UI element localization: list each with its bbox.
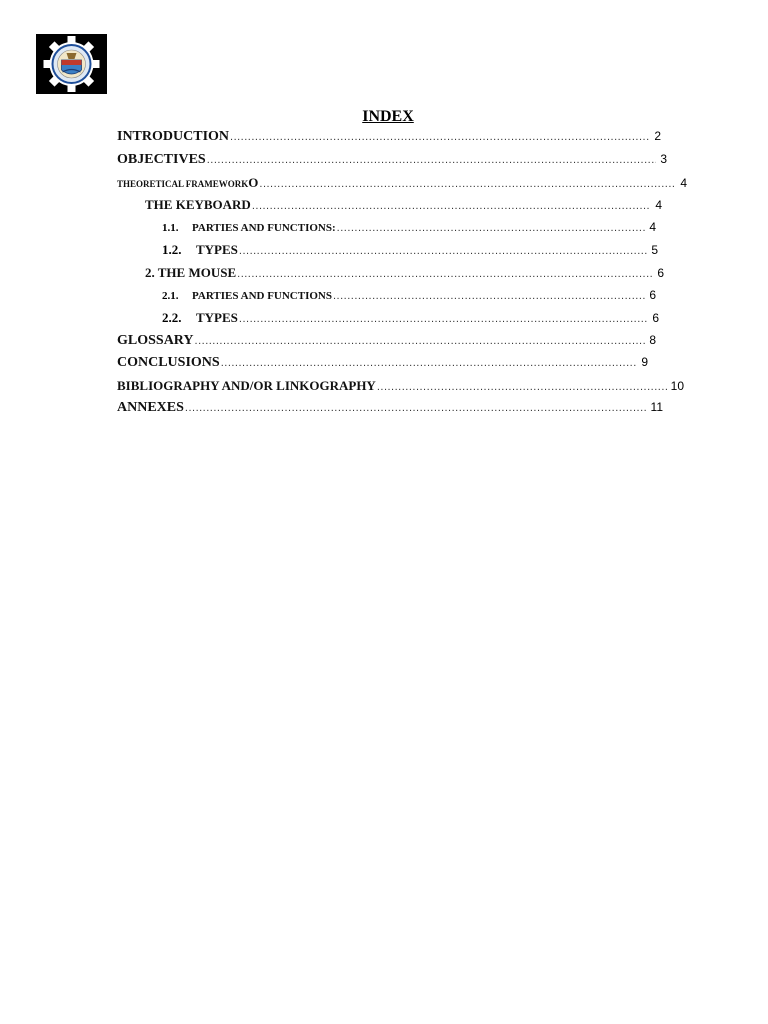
toc-page-number: 4 bbox=[655, 198, 662, 212]
toc-leader-dots bbox=[230, 131, 650, 143]
toc-page-number: 3 bbox=[660, 152, 667, 166]
toc-leader-dots bbox=[237, 268, 653, 280]
toc-entry-mouse-types[interactable] bbox=[162, 310, 659, 326]
toc-leader-dots bbox=[252, 200, 651, 212]
toc-page-number: 4 bbox=[649, 220, 656, 234]
toc-page-number: 6 bbox=[649, 288, 656, 302]
gear-seal-logo-icon bbox=[36, 34, 107, 94]
toc-leader-dots bbox=[239, 245, 647, 257]
toc-entry-label: BIBLIOGRAPHY AND/OR LINKOGRAPHY bbox=[117, 378, 376, 393]
page-title: INDEX bbox=[362, 108, 414, 125]
toc-leader-dots bbox=[239, 313, 648, 325]
toc-entry-label: CONCLUSIONS bbox=[117, 355, 220, 370]
toc-entry-number: 1.1. bbox=[162, 222, 179, 234]
toc-page-number: 4 bbox=[680, 176, 687, 190]
toc-page-number: 6 bbox=[657, 266, 664, 280]
toc-leader-dots bbox=[221, 357, 638, 369]
toc-entry-theoretical-framework[interactable] bbox=[117, 175, 687, 191]
toc-leader-dots bbox=[259, 178, 676, 190]
toc-entry-mouse-parties-and-functions[interactable] bbox=[162, 288, 656, 302]
toc-entry-number: 2.1. bbox=[162, 290, 179, 302]
toc-leader-dots bbox=[195, 335, 646, 347]
toc-leader-dots bbox=[207, 154, 657, 166]
toc-page-number: 10 bbox=[670, 379, 684, 393]
toc-entry-label: PARTIES AND FUNCTIONS: bbox=[192, 222, 336, 234]
toc-entry-the-keyboard[interactable] bbox=[145, 197, 662, 213]
toc-entry-annexes[interactable] bbox=[117, 400, 663, 416]
institution-logo bbox=[36, 34, 107, 94]
toc-entry-label: TYPES bbox=[196, 310, 238, 325]
toc-entry-label: GLOSSARY bbox=[117, 333, 194, 348]
toc-entry-conclusions[interactable] bbox=[117, 355, 648, 371]
toc-page-number: 2 bbox=[654, 129, 661, 143]
toc-entry-label: PARTIES AND FUNCTIONS bbox=[192, 290, 332, 302]
toc-entry-the-mouse[interactable] bbox=[145, 265, 664, 281]
toc-entry-label-suffix: O bbox=[248, 175, 259, 190]
toc-page-number: 8 bbox=[649, 333, 656, 347]
toc-page-number: 9 bbox=[641, 355, 648, 369]
toc-entry-label: ANNEXES bbox=[117, 400, 184, 415]
toc-entry-label-text: THEORETICAL FRAMEWORK bbox=[117, 179, 249, 189]
toc-leader-dots bbox=[185, 402, 647, 414]
toc-page-number: 11 bbox=[650, 400, 663, 414]
toc-leader-dots bbox=[377, 381, 667, 393]
toc-entry-label: OBJECTIVES bbox=[117, 152, 206, 167]
toc-page-number: 6 bbox=[652, 311, 659, 325]
toc-entry-label: 2. THE MOUSE bbox=[145, 265, 237, 280]
toc-entry-number: 1.2. bbox=[162, 242, 182, 257]
toc-leader-dots bbox=[333, 290, 645, 302]
toc-entry-label: TYPES bbox=[196, 242, 238, 257]
toc-entry-keyboard-types[interactable] bbox=[162, 242, 658, 258]
toc-entry-glossary[interactable] bbox=[117, 333, 656, 349]
toc-entry-label: THE KEYBOARD bbox=[145, 197, 251, 212]
toc-entry-bibliography[interactable] bbox=[117, 378, 684, 394]
toc-entry-objectives[interactable] bbox=[117, 152, 667, 168]
toc-entry-number: 2.2. bbox=[162, 310, 182, 325]
toc-entry-label: INTRODUCTION bbox=[117, 129, 230, 144]
toc-leader-dots bbox=[337, 222, 646, 234]
toc-entry-keyboard-parties-and-functions[interactable] bbox=[162, 220, 656, 234]
toc-page-number: 5 bbox=[651, 243, 658, 257]
toc-entry-introduction[interactable] bbox=[117, 129, 661, 145]
toc-entry-label bbox=[117, 175, 258, 191]
